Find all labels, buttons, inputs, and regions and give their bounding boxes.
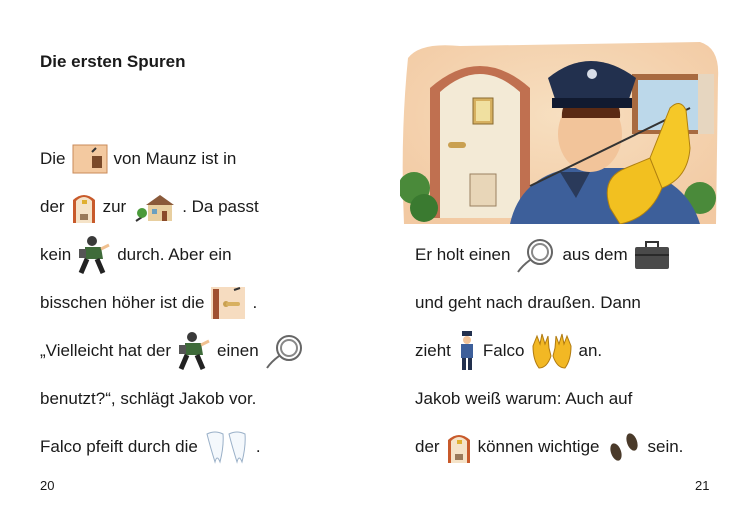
text-line-6 — [40, 382, 256, 416]
text-line-4 — [415, 382, 632, 416]
text-line-2 — [40, 190, 259, 224]
line-text: Falco pfeift durch die — [40, 437, 198, 456]
text-line-4 — [40, 286, 257, 320]
door-icon — [71, 190, 97, 224]
line-text: Jakob weiß warum: Auch auf — [415, 389, 633, 408]
rope-icon — [265, 332, 305, 370]
footprints-icon — [606, 430, 642, 464]
line-text: sein. — [647, 437, 684, 456]
line-text: an. — [578, 341, 603, 360]
right-page — [375, 0, 750, 529]
line-text: durch. Aber ein — [117, 245, 232, 264]
line-text: der — [40, 197, 65, 216]
thief-icon — [177, 331, 211, 371]
door-icon — [446, 430, 472, 464]
line-text: kein — [40, 245, 72, 264]
line-text: Falco — [482, 341, 525, 360]
line-text: . Da passt — [182, 197, 259, 216]
line-text: . — [255, 437, 261, 456]
line-text: Er holt einen — [415, 245, 511, 264]
text-line-5 — [415, 430, 683, 464]
line-text: zieht — [415, 341, 451, 360]
line-text: von Maunz ist in — [113, 149, 237, 168]
text-line-1 — [40, 142, 236, 176]
text-line-1 — [415, 238, 676, 272]
gloves-icon — [531, 332, 573, 370]
text-line-2 — [415, 286, 641, 320]
door-handle-icon — [210, 286, 246, 320]
house-icon — [132, 191, 176, 223]
text-line-5 — [40, 334, 311, 368]
policeman-icon — [457, 331, 477, 371]
line-text: der — [415, 437, 440, 456]
line-text: einen — [217, 341, 259, 360]
text-line-3 — [415, 334, 602, 368]
rope-icon — [516, 236, 556, 274]
line-text: und geht nach draußen. Dann — [415, 293, 641, 312]
briefcase-icon — [634, 240, 670, 270]
page-number: 20 — [40, 478, 55, 493]
teeth-icon — [204, 430, 250, 464]
line-text: „Vielleicht hat der — [40, 341, 172, 360]
line-text: . — [252, 293, 258, 312]
line-text: benutzt?“, schlägt Jakob vor. — [40, 389, 257, 408]
line-text: bisschen höher ist die — [40, 293, 205, 312]
line-text: zur — [102, 197, 127, 216]
text-line-7 — [40, 430, 261, 464]
page-number: 21 — [695, 478, 710, 493]
page-heading: Die ersten Spuren — [40, 52, 186, 71]
cat-flap-icon — [72, 144, 108, 174]
text-line-3 — [40, 238, 232, 272]
line-text: Die — [40, 149, 66, 168]
line-text: können wichtige — [477, 437, 600, 456]
thief-icon — [77, 235, 111, 275]
line-text: aus dem — [562, 245, 628, 264]
